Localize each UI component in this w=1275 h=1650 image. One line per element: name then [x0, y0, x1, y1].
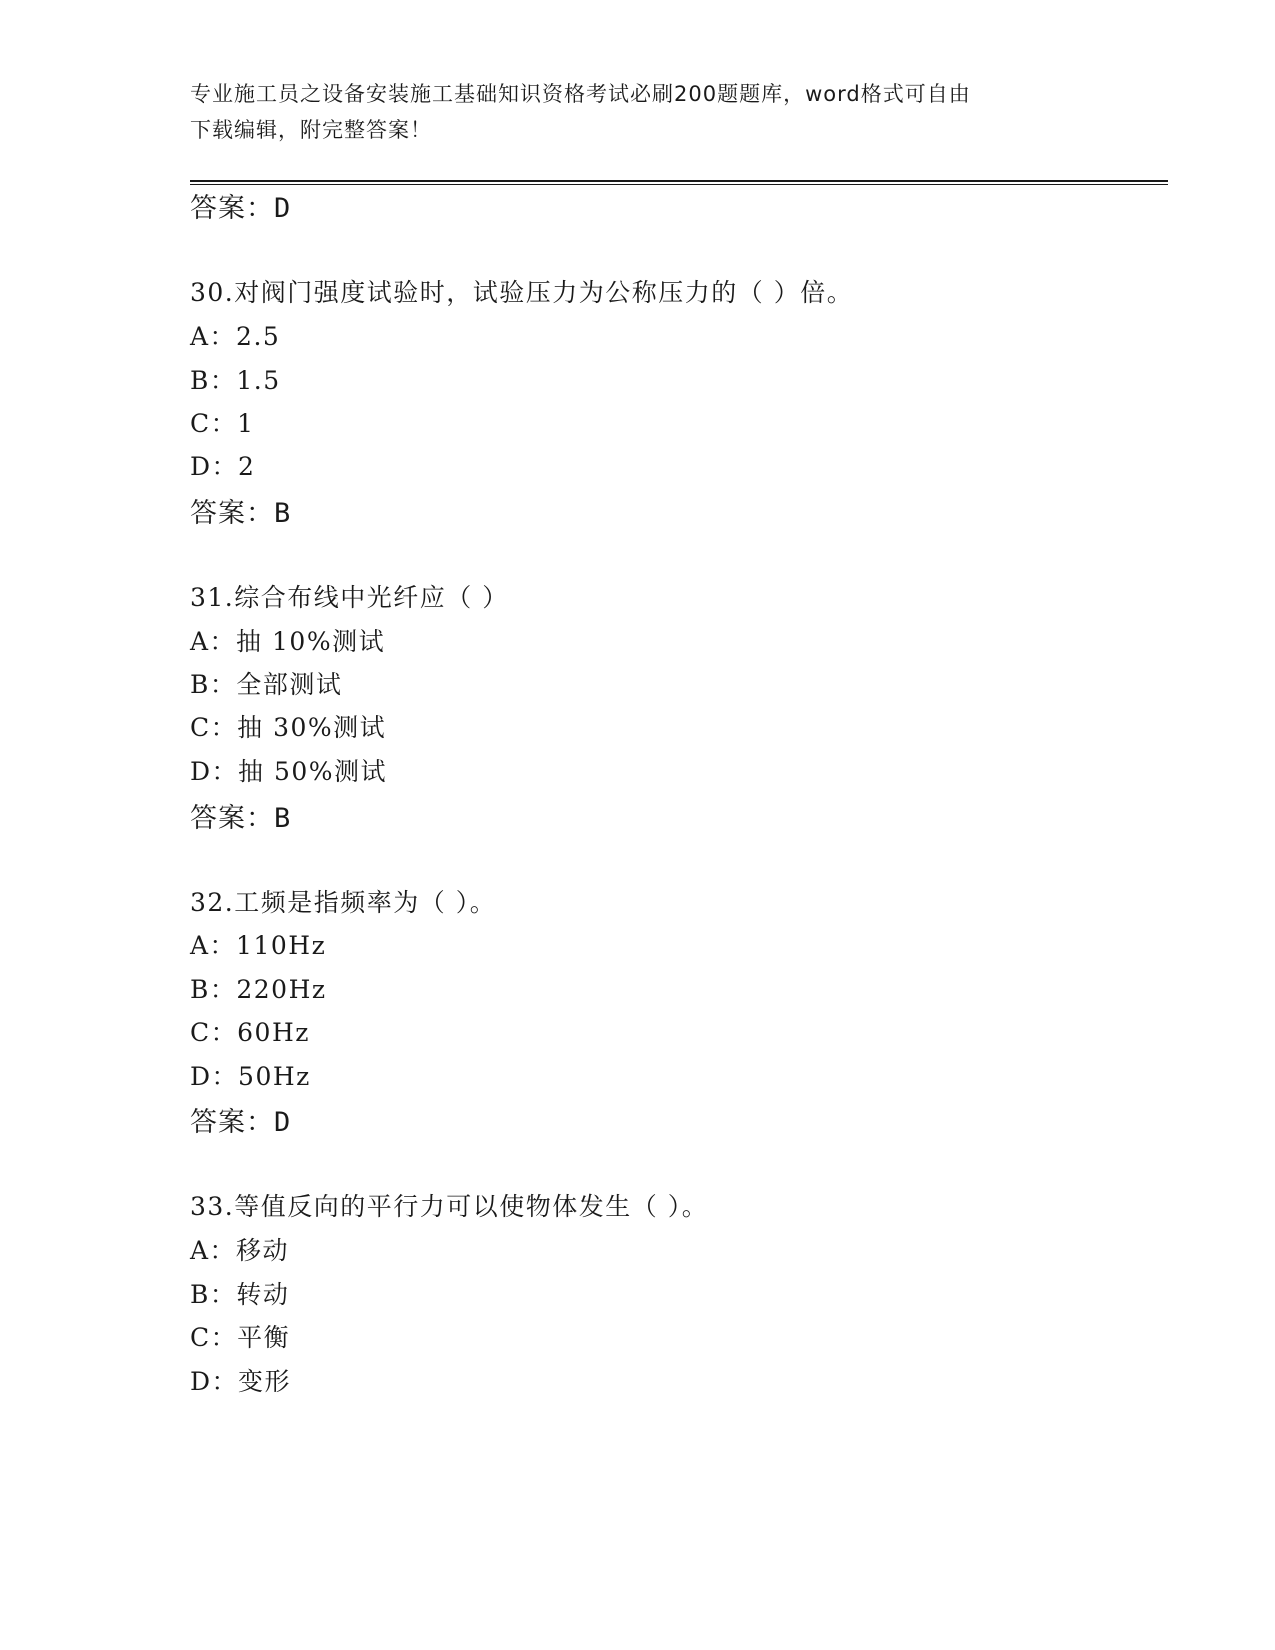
- option-a: A：抽 10%测试: [190, 627, 386, 656]
- header-line-1: 专业施工员之设备安装施工基础知识资格考试必刷200题题库，word格式可自由: [190, 82, 971, 106]
- question-stem: 33.等值反向的平行力可以使物体发生（ ）。: [190, 1192, 709, 1221]
- answer: 答案：B: [190, 498, 292, 529]
- header-divider-thin: [190, 184, 1168, 185]
- header-divider-thick: [190, 180, 1168, 182]
- previous-answer: 答案：D: [190, 193, 292, 224]
- header-line-2: 下载编辑，附完整答案！: [190, 118, 432, 142]
- question-stem: 31.综合布线中光纤应（ ）: [190, 583, 509, 612]
- option-b: B：全部测试: [190, 670, 343, 699]
- option-a: A：2.5: [190, 322, 281, 351]
- option-c: C：抽 30%测试: [190, 713, 387, 742]
- option-d: D：变形: [190, 1367, 292, 1396]
- option-d: D：2: [190, 452, 256, 481]
- option-d: D：50Hz: [190, 1062, 311, 1091]
- option-d: D：抽 50%测试: [190, 757, 388, 786]
- answer: 答案：B: [190, 803, 292, 834]
- answer: 答案：D: [190, 1107, 292, 1138]
- question-stem: 32.工频是指频率为（ ）。: [190, 888, 497, 917]
- option-c: C：平衡: [190, 1323, 291, 1352]
- document-header: [190, 76, 1090, 148]
- option-b: B：1.5: [190, 366, 281, 395]
- option-b: B：220Hz: [190, 975, 327, 1004]
- option-c: C：60Hz: [190, 1018, 310, 1047]
- option-b: B：转动: [190, 1280, 290, 1309]
- option-a: A：移动: [190, 1236, 290, 1265]
- option-a: A：110Hz: [190, 931, 327, 960]
- option-c: C：1: [190, 409, 255, 438]
- question-stem: 30.对阀门强度试验时，试验压力为公称压力的（ ）倍。: [190, 278, 854, 307]
